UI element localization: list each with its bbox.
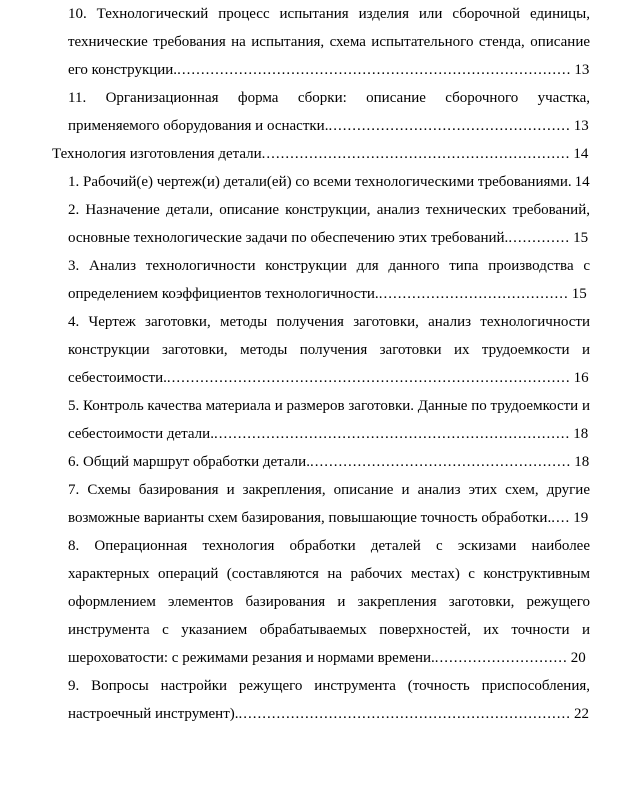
toc-entry[interactable] [52, 140, 590, 168]
toc-entry-text: 3. Анализ технологичности конструкции для данного типа производства с определением коэффициентов технологичности. [68, 258, 590, 302]
dot-leader: ............................ [434, 650, 568, 666]
toc-page-number: 15 [573, 230, 589, 246]
toc-entry-text: 11. Организационная форма сборки: описание сборочного участка, применяемого оборудования и оснастки. [68, 90, 590, 134]
toc-page-number: 13 [573, 118, 589, 134]
toc-page-number: 20 [570, 650, 586, 666]
toc-entry[interactable] [68, 252, 590, 308]
toc-entry-text: 1. Рабочий(е) чертеж(и) детали(ей) со всеми технологическими требованиями. [68, 174, 572, 190]
toc-page-number: 16 [573, 370, 589, 386]
toc-page-number: 15 [571, 286, 587, 302]
toc-entry[interactable] [68, 0, 590, 84]
toc-page-number: 22 [574, 706, 590, 722]
toc-page-number: 18 [573, 426, 589, 442]
dot-leader: ....................................................... [309, 454, 572, 470]
toc-entry-text: 2. Назначение детали, описание конструкции, анализ технических требований, основные технологические задачи по обеспечению этих требований. [68, 202, 590, 246]
dot-leader: ..................................................................................... [166, 370, 571, 386]
toc-entry-text: 5. Контроль качества материала и размеров заготовки. Данные по трудоемкости и себестоимости детали. [68, 398, 590, 442]
toc-entry-text: 8. Операционная технология обработки деталей с эскизами наиболее характерных операций (составляются на рабочих местах) с конструктивным оформлением элементов базирования и закрепления заготовки, режущего инструмента с указанием обрабатываемых поверхностей, их точности и шероховатости: с режимами резания и нормами времени. [68, 538, 590, 666]
dot-leader: ........................................................................... [213, 426, 571, 442]
toc-page-number: 18 [574, 454, 590, 470]
dot-leader: ................................................................. [261, 146, 571, 162]
dot-leader: ........................................ [378, 286, 569, 302]
toc-entry[interactable] [68, 196, 590, 252]
dot-leader: ................................................... [328, 118, 571, 134]
dot-leader: ...................................................................... [238, 706, 572, 722]
toc-entry[interactable] [68, 84, 590, 140]
toc-entry-text: 7. Схемы базирования и закрепления, описание и анализ этих схем, другие возможные варианты схем базирования, повышающие точность обработки. [68, 482, 590, 526]
toc-page-number: 14 [573, 146, 589, 162]
toc-entry-text: 9. Вопросы настройки режущего инструмента (точность приспособления, настроечный инструмент). [68, 678, 590, 722]
toc-entry[interactable] [68, 168, 590, 196]
table-of-contents [52, 0, 590, 728]
toc-entry[interactable] [68, 392, 590, 448]
toc-entry[interactable] [68, 672, 590, 728]
dot-leader: .... [551, 510, 571, 526]
toc-entry-text: 10. Технологический процесс испытания изделия или сборочной единицы, технические требования на испытания, схема испытательного стенда, описание его конструкции. [68, 6, 590, 78]
toc-entry-text: Технология изготовления детали [52, 146, 262, 162]
toc-entry[interactable] [68, 476, 590, 532]
dot-leader: ............. [508, 230, 571, 246]
dot-leader: ................................................................................... [177, 62, 572, 78]
toc-page-number: 14 [574, 174, 590, 190]
toc-page-number: 19 [573, 510, 589, 526]
toc-entry-text: 4. Чертеж заготовки, методы получения заготовки, анализ технологичности конструкции заготовки, методы получения заготовки их трудоемкости и себестоимости. [68, 314, 590, 386]
toc-entry[interactable] [68, 532, 590, 672]
toc-entry[interactable] [68, 308, 590, 392]
toc-entry[interactable] [68, 448, 590, 476]
toc-entry-text: 6. Общий маршрут обработки детали. [68, 454, 310, 470]
toc-page-number: 13 [574, 62, 590, 78]
